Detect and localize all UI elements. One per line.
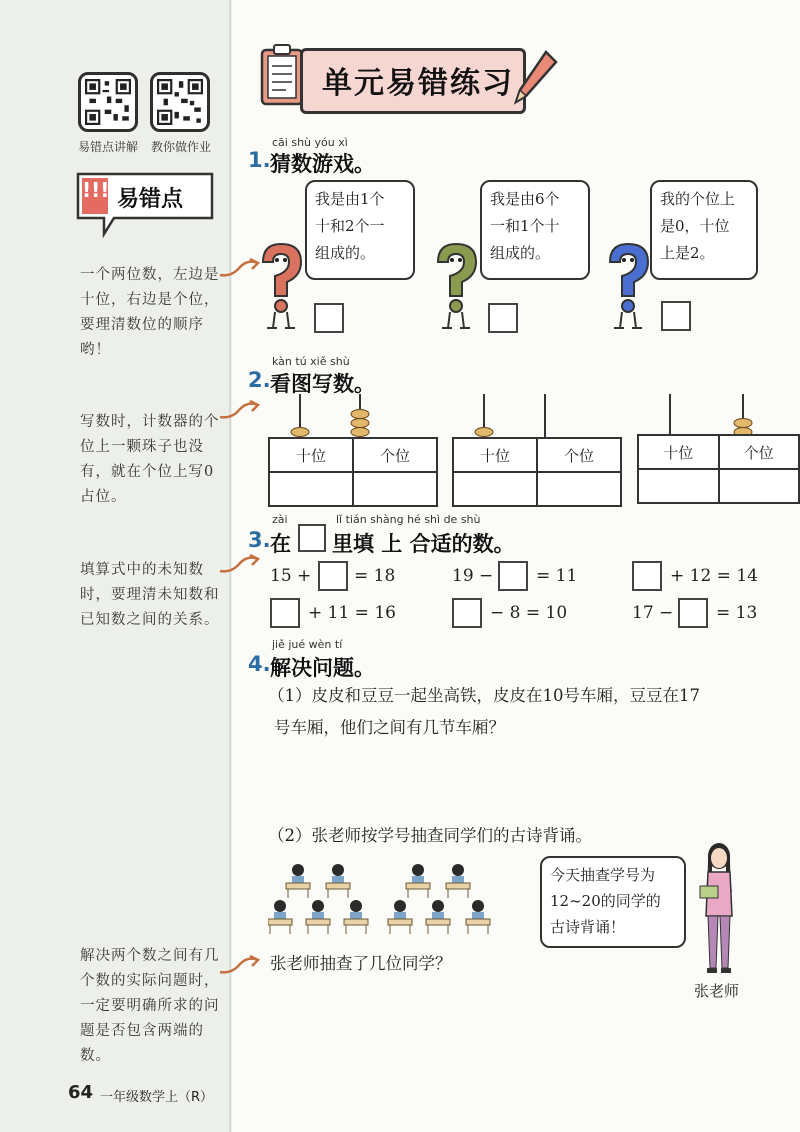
tens-answer-cell[interactable] [638, 469, 719, 503]
q3-eq6-box[interactable] [678, 598, 708, 628]
abacus-bead [351, 410, 369, 419]
pencil-icon [512, 48, 560, 108]
q2-table-2 [452, 437, 622, 507]
q3-eq1-right: = 18 [354, 566, 396, 586]
q3-eq6-right: = 13 [716, 603, 758, 623]
student-at-desk-icon [326, 864, 350, 898]
q3-eq4-right: + 11 = 16 [308, 603, 396, 623]
tens-header: 十位 [638, 435, 719, 469]
question-mark-character-icon [428, 240, 484, 336]
q4-problem-1-line1: （1）皮皮和豆豆一起坐高铁，皮皮在10号车厢，豆豆在17 [268, 686, 700, 705]
q4-problem-1 [268, 680, 773, 744]
teacher-speech-bubble [540, 856, 686, 948]
abacus-rods [260, 390, 780, 440]
bubble-line: 十和2个一 [315, 217, 385, 235]
page-number: 64 [68, 1082, 94, 1103]
bubble-line: 上是2。 [660, 244, 715, 262]
q1-title: 猜数游戏。 [270, 152, 375, 176]
student-at-desk-icon [268, 900, 292, 934]
q1-answer-box-1[interactable] [314, 303, 344, 333]
q2-table-1 [268, 437, 438, 507]
q4-problem-1-line2: 号车厢，他们之间有几节车厢？ [274, 718, 505, 737]
q3-eq2-box[interactable] [498, 561, 528, 591]
sidebar-heading: 易错点 [117, 187, 184, 212]
student-at-desk-icon [286, 864, 310, 898]
qr-pattern-icon [85, 79, 131, 125]
q3-eq4-box[interactable] [270, 598, 300, 628]
q1-answer-box-3[interactable] [661, 301, 691, 331]
student-at-desk-icon [466, 900, 490, 934]
book-title: 一年级数学上（R） [100, 1090, 214, 1105]
q4-pinyin: jiě jué wèn tí [272, 638, 343, 651]
teacher-figure-icon [694, 840, 744, 978]
tip-1: 一个两位数，左边是十位，右边是个位，要理清数位的顺序哟！ [80, 267, 220, 358]
teacher-label: 张老师 [694, 982, 740, 1000]
error-marks: !!! [82, 178, 110, 202]
abacus-bead [475, 428, 493, 437]
qr-pattern-icon [157, 79, 203, 125]
q2-number: 2. [248, 368, 271, 392]
tens-header: 十位 [453, 438, 537, 472]
abacus-bead [291, 428, 309, 437]
ones-header: 个位 [719, 435, 800, 469]
qr-label-homework: 教你做作业 [151, 140, 212, 154]
tens-answer-cell[interactable] [453, 472, 537, 506]
q3-eq2-right: = 11 [536, 566, 578, 586]
arrow-icon [218, 397, 262, 421]
bubble-line: 我是由6个 [490, 190, 560, 208]
qr-code-homework[interactable] [150, 72, 210, 132]
tip-4: 解决两个数之间有几个数的实际问题时，一定要明确所求的问题是否包含两端的数。 [80, 948, 220, 1064]
speech-line: 今天抽查学号为 [550, 866, 656, 884]
arrow-icon [218, 551, 262, 575]
student-at-desk-icon [446, 864, 470, 898]
q2-pinyin: kàn tú xiě shù [272, 355, 350, 368]
student-at-desk-icon [306, 900, 330, 934]
q3-eq2-left: 19 − [452, 566, 494, 586]
bubble-line: 我是由1个 [315, 190, 385, 208]
ones-header: 个位 [537, 438, 621, 472]
q4-number: 4. [248, 652, 271, 676]
student-at-desk-icon [344, 900, 368, 934]
q3-title-pre: 在 [270, 532, 291, 556]
q3-eq5-right: − 8 = 10 [490, 603, 568, 623]
arrow-icon [218, 952, 262, 976]
q3-title-box [298, 524, 326, 552]
bubble-line: 我的个位上 [660, 190, 736, 208]
student-at-desk-icon [406, 864, 430, 898]
q1-bubble-1 [305, 180, 415, 280]
speech-line: 12~20的同学的 [550, 892, 661, 910]
ones-header: 个位 [353, 438, 437, 472]
q1-number: 1. [248, 148, 271, 172]
q4-question: 张老师抽查了几位同学？ [270, 954, 452, 973]
q1-pinyin: cāi shù yóu xì [272, 136, 348, 149]
ones-answer-cell[interactable] [719, 469, 800, 503]
qr-code-explain[interactable] [78, 72, 138, 132]
q1-bubble-3 [650, 180, 758, 280]
qr-label-explain: 易错点讲解 [78, 140, 139, 154]
clipboard-icon [258, 42, 306, 108]
ones-answer-cell[interactable] [537, 472, 621, 506]
bubble-line: 一和1个十 [490, 217, 560, 235]
classroom-students-illustration [268, 858, 504, 948]
q3-pinyin: lǐ tián shàng hé shì de shù [336, 513, 481, 526]
q3-eq6-left: 17 − [632, 603, 674, 623]
q1-answer-box-2[interactable] [488, 303, 518, 333]
q2-title: 看图写数。 [270, 372, 375, 396]
q1-bubble-2 [480, 180, 590, 280]
question-mark-character-icon [253, 240, 309, 336]
q4-problem-2: （2）张老师按学号抽查同学们的古诗背诵。 [268, 826, 592, 845]
speech-line: 古诗背诵！ [550, 918, 626, 936]
q3-eq3-right: + 12 = 14 [670, 566, 758, 586]
bubble-line: 是0，十位 [660, 217, 730, 235]
q3-number: 3. [248, 528, 271, 552]
q3-eq1-box[interactable] [318, 561, 348, 591]
abacus-bead [351, 428, 369, 437]
q4-title: 解决问题。 [270, 656, 375, 680]
student-at-desk-icon [426, 900, 450, 934]
q3-pinyin-zai: zài [272, 513, 288, 526]
abacus-bead [351, 419, 369, 428]
bubble-line: 组成的。 [315, 244, 376, 262]
q2-table-3 [637, 434, 800, 504]
student-at-desk-icon [388, 900, 412, 934]
q3-eq5-box[interactable] [452, 598, 482, 628]
abacus-bead [734, 419, 752, 428]
tip-2: 写数时，计数器的个位上一颗珠子也没有，就在个位上写0占位。 [80, 414, 220, 505]
q3-title-post: 里填 上 合适的数。 [332, 532, 515, 556]
tens-header: 十位 [269, 438, 353, 472]
ones-answer-cell[interactable] [353, 472, 437, 506]
q3-eq1-left: 15 + [270, 566, 312, 586]
q3-eq3-box[interactable] [632, 561, 662, 591]
tens-answer-cell[interactable] [269, 472, 353, 506]
bubble-line: 组成的。 [490, 244, 551, 262]
tip-3: 填算式中的未知数时，要理清未知数和已知数之间的关系。 [80, 562, 220, 628]
page-title: 单元易错练习 [322, 66, 514, 101]
question-mark-character-icon [600, 240, 656, 336]
